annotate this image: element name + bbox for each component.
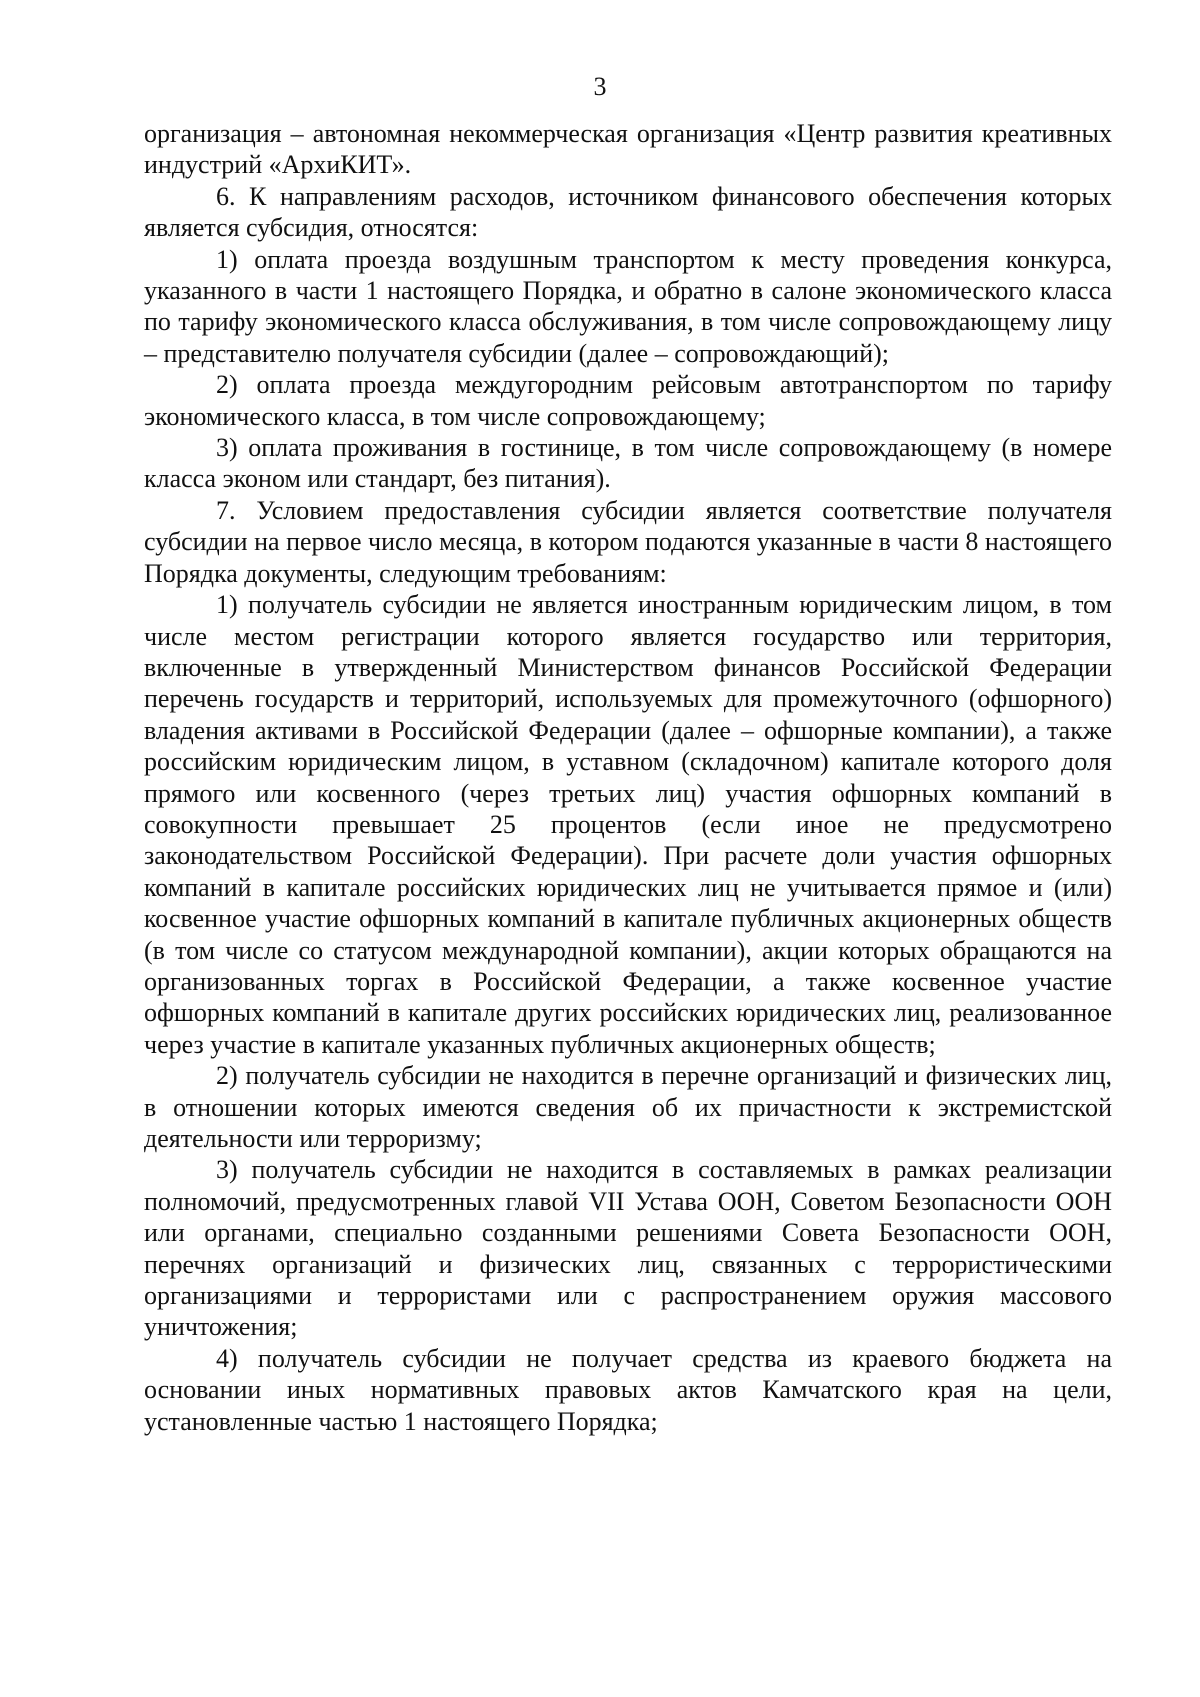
paragraph-clause-7-item-4: 4) получатель субсидии не получает средства из краевого бюджета на основании иных нормативных правовых актов Камчатского края на цели, установленные частью 1 настоящего Порядка; — [144, 1343, 1112, 1436]
paragraph-clause-6-item-3: 3) оплата проживания в гостинице, в том числе сопровождающему (в номере класса эконом или стандарт, без питания). — [144, 433, 1112, 494]
paragraph-clause-6-item-2: 2) оплата проезда междугородним рейсовым автотранспортом по тарифу экономического класса, в том числе сопровождающему; — [144, 370, 1112, 431]
paragraph-clause-7-item-1: 1) получатель субсидии не является иностранным юридическим лицом, в том числе местом регистрации которого является государство или территория, включенные в утвержденный Министерством финансов Российской Федерации перечень государств и территорий, используемых для промежуточного (офшорного) владения активами в Российской Федерации (далее – офшорные компании), а также российским юридическим лицом, в уставном (складочном) капитале которого доля прямого или косвенного (через третьих лиц) участия офшорных компаний в совокупности превышает 25 процентов (если иное не предусмотрено законодательством Российской Федерации). При расчете доли участия офшорных компаний в капитале российских юридических лиц не учитывается прямое и (или) косвенное участие офшорных компаний в капитале публичных акционерных обществ (в том числе со статусом международной компании), акции которых обращаются на организованных торгах в Российской Федерации, а также косвенное участие офшорных компаний в капитале других российских юридических лиц, реализованное через участие в капитале указанных публичных акционерных обществ; — [144, 590, 1112, 1059]
page-number: 3 — [593, 72, 607, 101]
paragraph-clause-7-item-3: 3) получатель субсидии не находится в составляемых в рамках реализации полномочий, предусмотренных главой VII Устава ООН, Советом Безопасности ООН или органами, специально созданными решениями Совета Безопасности ООН, перечнях организаций и физических лиц, связанных с террористическими организациями и террористами или с распространением оружия массового уничтожения; — [144, 1155, 1112, 1342]
paragraph-clause-7: 7. Условием предоставления субсидии является соответствие получателя субсидии на первое число месяца, в котором подаются указанные в части 8 настоящего Порядка документы, следующим требованиям: — [144, 495, 1112, 588]
paragraph-clause-6-item-1: 1) оплата проезда воздушным транспортом к месту проведения конкурса, указанного в части 1 настоящего Порядка, и обратно в салоне экономического класса по тарифу экономического класса обслуживания, в том числе сопровождающему лицу – представителю получателя субсидии (далее – сопровождающий); — [144, 244, 1112, 368]
paragraph-organization-definition: организация – автономная некоммерческая организация «Центр развития креативных индустрий «АрхиКИТ». — [144, 119, 1112, 180]
paragraph-clause-7-item-2: 2) получатель субсидии не находится в перечне организаций и физических лиц, в отношении которых имеются сведения об их причастности к экстремистской деятельности или терроризму; — [144, 1061, 1112, 1153]
document-body — [144, 118, 1112, 1437]
paragraph-clause-6: 6. К направлениям расходов, источником финансового обеспечения которых является субсидия, относятся: — [144, 181, 1112, 243]
